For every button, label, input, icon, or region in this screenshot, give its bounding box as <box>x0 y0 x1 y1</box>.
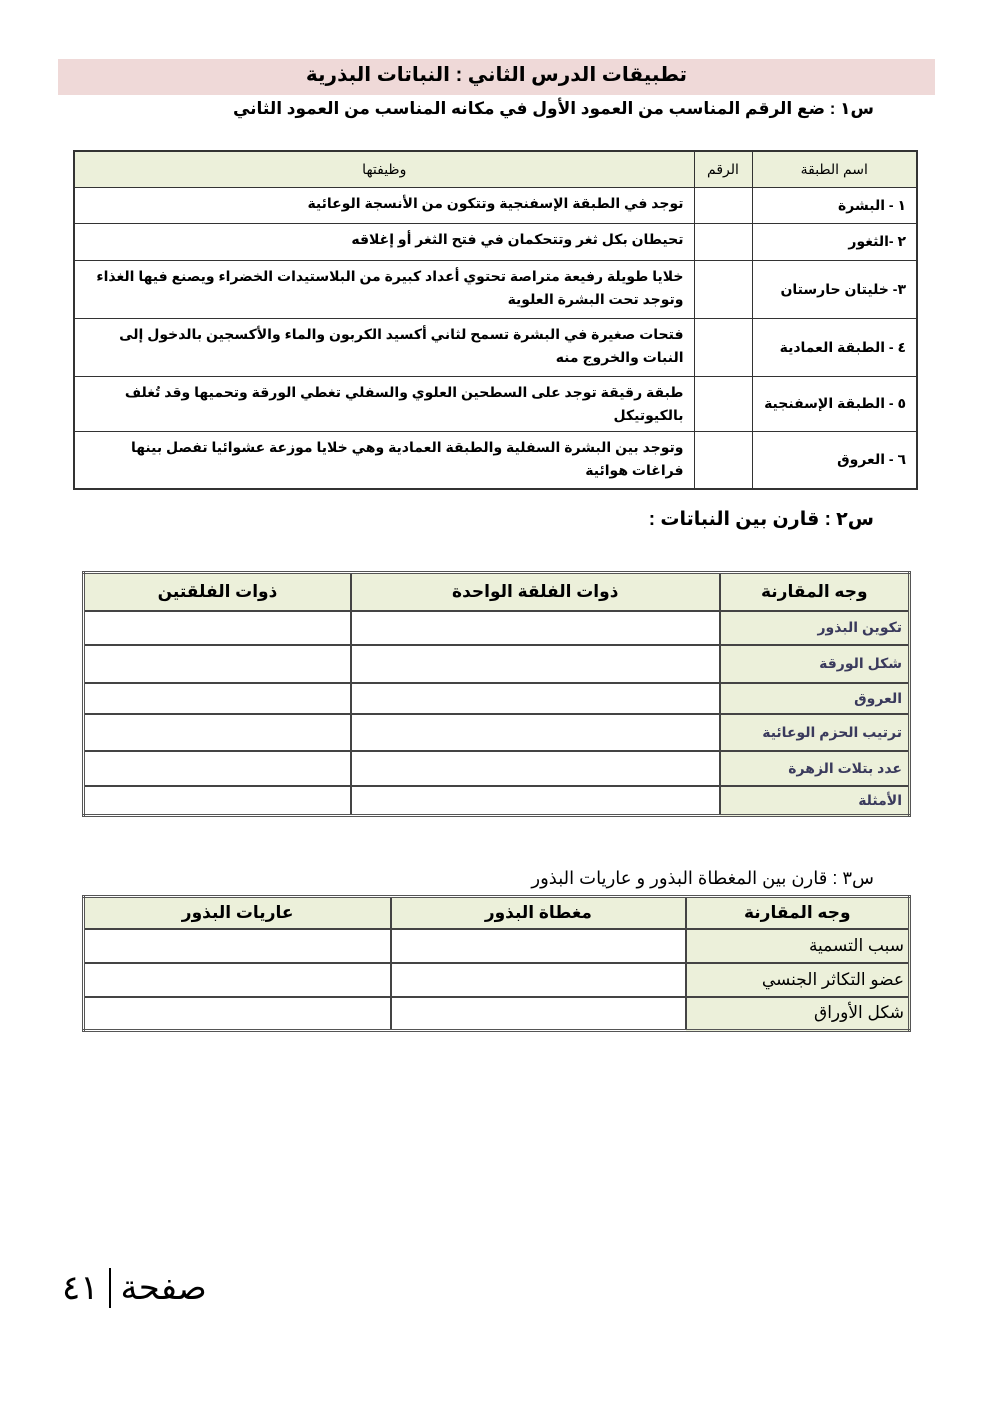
row-label: ترتيب الحزم الوعائية <box>720 714 910 751</box>
table-row <box>84 786 910 816</box>
table-row <box>74 187 917 223</box>
answer-cell-dicots[interactable] <box>84 683 352 714</box>
row-label: سبب التسمية <box>686 929 910 963</box>
plants-comparison-table <box>82 571 911 817</box>
answer-cell-angiosperms[interactable] <box>391 929 685 963</box>
row-label: تكوين البذور <box>720 611 910 645</box>
row-label: شكل الأوراق <box>686 997 910 1031</box>
table-header-row <box>84 897 910 929</box>
column-header-number: الرقم <box>694 151 752 187</box>
answer-cell-angiosperms[interactable] <box>391 963 685 997</box>
column-header-monocots: ذوات الفلقة الواحدة <box>351 573 720 611</box>
layer-name: ٦ - العروق <box>752 431 917 489</box>
answer-cell-monocots[interactable] <box>351 714 720 751</box>
layer-function: طبقة رقيقة توجد على السطحين العلوي والسفلي تغطي الورقة وتحميها وقد تُغلف بالكيوتيكل <box>74 376 694 431</box>
layer-name: ٣- خليتان حارستان <box>752 260 917 318</box>
number-answer-cell[interactable] <box>694 376 752 431</box>
layer-function: فتحات صغيرة في البشرة تسمح لثاني أكسيد الكربون والماء والأكسجين بالدخول إلى النبات والخروج منه <box>74 318 694 376</box>
column-header-dicots: ذوات الفلقتين <box>84 573 352 611</box>
table-header-row <box>84 573 910 611</box>
table-row <box>74 318 917 376</box>
table-row <box>74 260 917 318</box>
layer-function: تحيطان بكل ثغر وتتحكمان في فتح الثغر أو إغلاقه <box>74 223 694 260</box>
row-label: عدد بتلات الزهرة <box>720 751 910 786</box>
column-header-comparison-aspect: وجه المقارنة <box>720 573 910 611</box>
answer-cell-monocots[interactable] <box>351 611 720 645</box>
row-label: العروق <box>720 683 910 714</box>
answer-cell-gymnosperms[interactable] <box>84 929 392 963</box>
answer-cell-gymnosperms[interactable] <box>84 963 392 997</box>
column-header-gymnosperms: عاريات البذور <box>84 897 392 929</box>
layer-function: وتوجد بين البشرة السفلية والطبقة العمادية وهي خلايا موزعة عشوائيا تفصل بينها فراغات هوائية <box>74 431 694 489</box>
layer-name: ٥ - الطبقة الإسفنجية <box>752 376 917 431</box>
number-answer-cell[interactable] <box>694 223 752 260</box>
table-row <box>84 611 910 645</box>
page-footer <box>62 1268 207 1308</box>
column-header-function: وظيفتها <box>74 151 694 187</box>
question-2-prompt: س٢ : قارن بين النباتات : <box>648 509 874 530</box>
page-label: صفحة <box>120 1268 207 1308</box>
number-answer-cell[interactable] <box>694 318 752 376</box>
table-row <box>84 751 910 786</box>
number-answer-cell[interactable] <box>694 260 752 318</box>
answer-cell-dicots[interactable] <box>84 714 352 751</box>
table-row <box>84 963 910 997</box>
seed-plants-comparison-table <box>82 895 911 1032</box>
answer-cell-monocots[interactable] <box>351 683 720 714</box>
answer-cell-dicots[interactable] <box>84 786 352 816</box>
table-row <box>84 997 910 1031</box>
row-label: عضو التكاثر الجنسي <box>686 963 910 997</box>
answer-cell-monocots[interactable] <box>351 645 720 683</box>
answer-cell-monocots[interactable] <box>351 751 720 786</box>
table-row <box>84 683 910 714</box>
question-3-prompt: س٣ : قارن بين المغطاة البذور و عاريات البذور <box>531 868 874 888</box>
table-row <box>84 714 910 751</box>
layers-matching-table <box>73 150 918 490</box>
column-header-comparison-aspect: وجه المقارنة <box>686 897 910 929</box>
question-1-prompt: س١ : ضع الرقم المناسب من العمود الأول في مكانه المناسب من العمود الثاني <box>232 99 874 118</box>
answer-cell-dicots[interactable] <box>84 611 352 645</box>
answer-cell-monocots[interactable] <box>351 786 720 816</box>
column-header-layer-name: اسم الطبقة <box>752 151 917 187</box>
table-row <box>74 223 917 260</box>
table-row <box>74 431 917 489</box>
page-title: تطبيقات الدرس الثاني : النباتات البذرية <box>58 59 935 95</box>
row-label: الأمثلة <box>720 786 910 816</box>
layer-function: توجد في الطبقة الإسفنجية وتتكون من الأنسجة الوعائية <box>74 187 694 223</box>
column-header-angiosperms: مغطاة البذور <box>391 897 685 929</box>
number-answer-cell[interactable] <box>694 187 752 223</box>
row-label: شكل الورقة <box>720 645 910 683</box>
layer-name: ١ - البشرة <box>752 187 917 223</box>
answer-cell-dicots[interactable] <box>84 645 352 683</box>
layer-function: خلايا طويلة رفيعة متراصة تحتوي أعداد كبيرة من البلاستيدات الخضراء ويصنع فيها الغذاء وتوجد تحت البشرة العلوية <box>74 260 694 318</box>
number-answer-cell[interactable] <box>694 431 752 489</box>
layer-name: ٢ -الثغور <box>752 223 917 260</box>
table-row <box>84 645 910 683</box>
table-row <box>84 929 910 963</box>
page-number: ٤١ <box>62 1268 99 1308</box>
answer-cell-dicots[interactable] <box>84 751 352 786</box>
footer-divider <box>109 1268 111 1308</box>
answer-cell-gymnosperms[interactable] <box>84 997 392 1031</box>
layer-name: ٤ - الطبقة العمادية <box>752 318 917 376</box>
table-row <box>74 376 917 431</box>
answer-cell-angiosperms[interactable] <box>391 997 685 1031</box>
table-header-row <box>74 151 917 187</box>
